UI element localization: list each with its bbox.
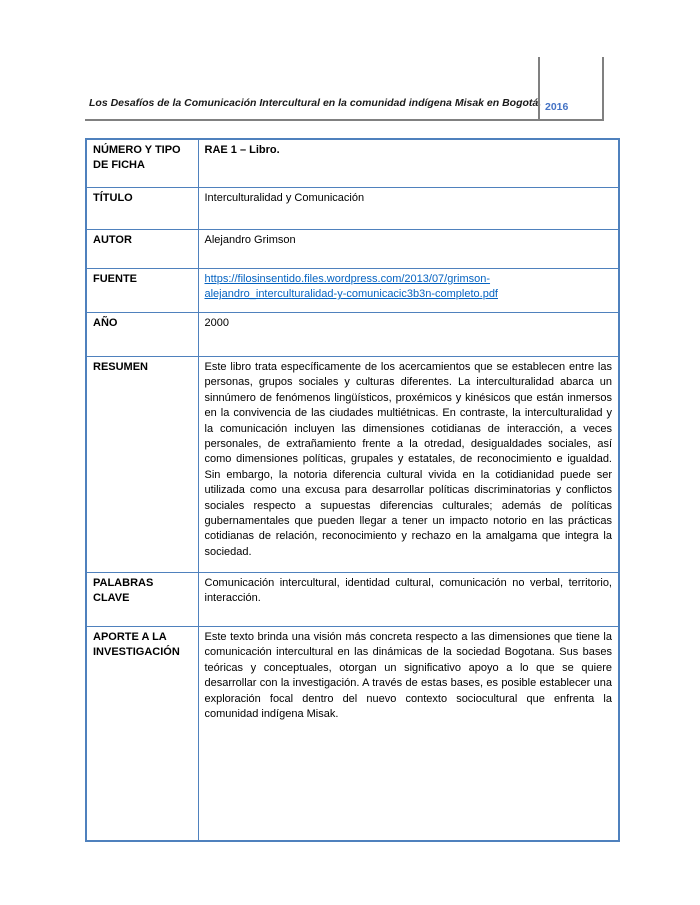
row-value-numero-tipo: RAE 1 – Libro. (198, 139, 619, 188)
row-label-titulo: TÍTULO (86, 188, 198, 230)
row-value-titulo: Interculturalidad y Comunicación (198, 188, 619, 230)
row-label-anio: AÑO (86, 313, 198, 357)
year-label: 2016 (545, 101, 569, 113)
header-rule (85, 119, 602, 121)
row-label-autor: AUTOR (86, 230, 198, 269)
rae-ficha-table (85, 138, 620, 842)
running-head-title: Los Desafíos de la Comunicación Intercultural en la comunidad indígena Misak en Bogotá. (89, 97, 542, 109)
table-row-palabras-clave (86, 573, 619, 627)
table-row-autor (86, 230, 619, 269)
table-row-aporte (86, 627, 619, 842)
table-row-numero-tipo (86, 139, 619, 188)
table-row-anio (86, 313, 619, 357)
row-label-aporte: APORTE A LA INVESTIGACIÓN (86, 627, 198, 842)
row-label-resumen: RESUMEN (86, 357, 198, 573)
row-value-anio: 2000 (198, 313, 619, 357)
table-row-fuente (86, 269, 619, 313)
fuente-link[interactable]: https://filosinsentido.files.wordpress.com/2013/07/grimson-alejandro_interculturalidad-y-comunicacic3b3n-completo.pdf (204, 273, 498, 301)
row-label-fuente: FUENTE (86, 269, 198, 313)
year-box (538, 57, 604, 121)
row-label-numero-tipo: NÚMERO Y TIPO DE FICHA (86, 139, 198, 188)
table-row-resumen (86, 357, 619, 573)
row-value-fuente (198, 269, 619, 313)
row-value-palabras-clave: Comunicación intercultural, identidad cultural, comunicación no verbal, territorio, interacción. (198, 573, 619, 627)
row-value-autor: Alejandro Grimson (198, 230, 619, 269)
row-value-aporte: Este texto brinda una visión más concreta respecto a las dimensiones que tiene la comunicación intercultural en las dinámicas de la sociedad Bogotana. Sus bases teóricas y conceptuales, otorgan un significativo apoyo a lo que se quiere desarrollar con la investigación. A través de estas bases, es posible establecer una exploración focal dentro del nuevo contexto sociocultural que enfrenta la comunidad indígena Misak. (198, 627, 619, 842)
row-label-palabras-clave: PALABRAS CLAVE (86, 573, 198, 627)
table-row-titulo (86, 188, 619, 230)
row-value-resumen: Este libro trata específicamente de los acercamientos que se establecen entre las personas, grupos sociales y culturas diferentes. La interculturalidad abarca un sinnúmero de fenómenos lingüísticos, proxémicos y kinésicos que están inmersos en la convivencia de las ciudades multiétnicas. En contraste, la interculturalidad y la comunicación incluyen las dimensiones cotidianas de interacción, a veces personales, de extrañamiento frente a la otredad, desigualdades sociales, así como dimensiones políticas, grupales y estatales, de reconocimiento e igualdad. Sin embargo, la notoria diferencia cultural vivida en la cotidianidad puede ser utilizada como una excusa para desarrollar políticas discriminatorias y conflictos sociales respecto a supuestas diferencias culturales; además de políticas gubernamentales que pueden llegar a tener un impacto notorio en las prácticas cotidianas de relación, reconocimiento y rechazo en la amalgama que integra la sociedad. (198, 357, 619, 573)
